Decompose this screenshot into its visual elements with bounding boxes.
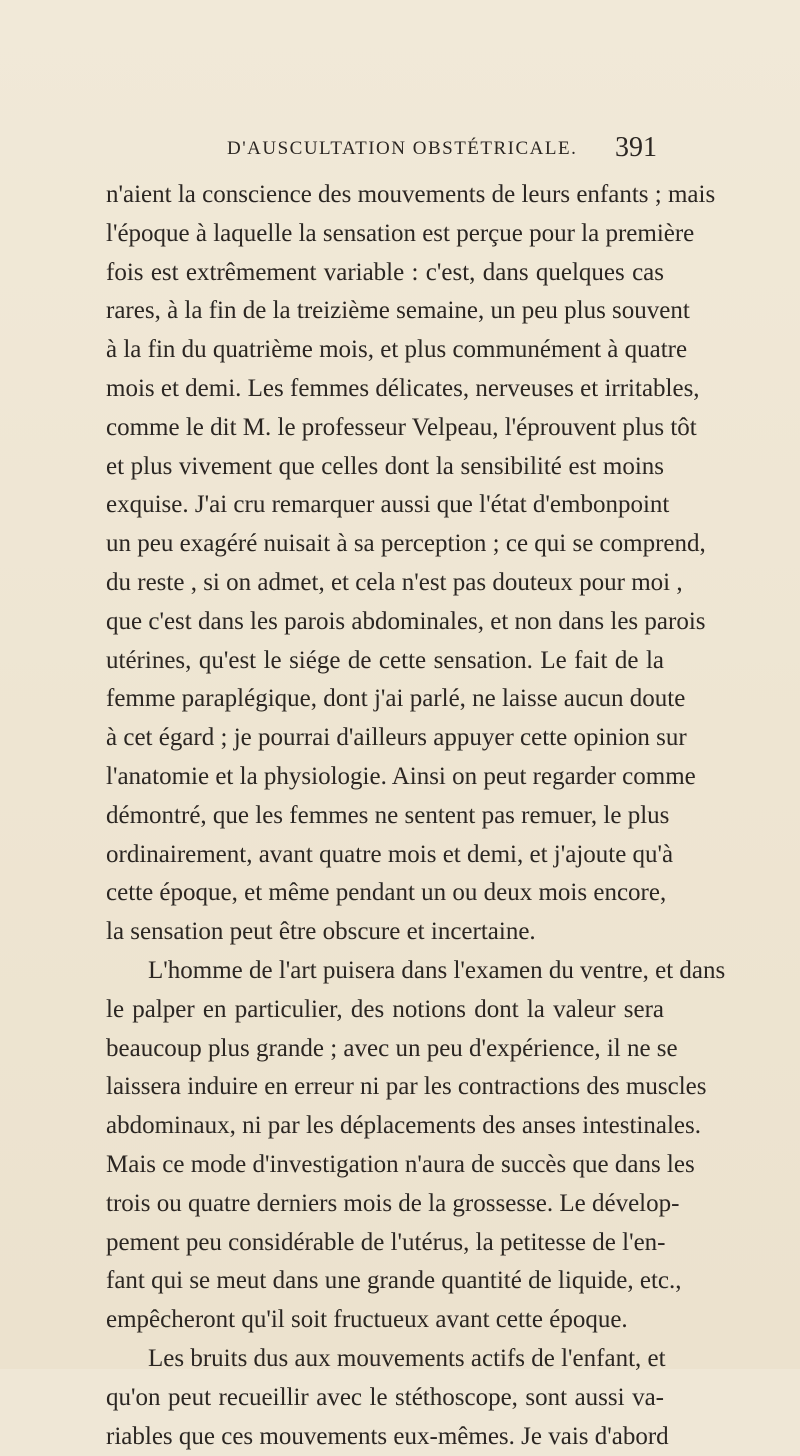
text-line: un peu exagéré nuisait à sa perception ; ce qui se comprend,	[106, 525, 664, 564]
text-line: qu'on peut recueillir avec le stéthoscope, sont aussi va-	[106, 1379, 664, 1418]
text-line: laissera induire en erreur ni par les contractions des muscles	[106, 1068, 664, 1107]
text-line: abdominaux, ni par les déplacements des anses intestinales.	[106, 1107, 664, 1146]
text-line: fois est extrêmement variable : c'est, dans quelques cas	[106, 254, 664, 293]
text-line: et plus vivement que celles dont la sensibilité est moins	[106, 448, 664, 487]
text-line: rares, à la fin de la treizième semaine, un peu plus souvent	[106, 292, 664, 331]
text-line: à cet égard ; je pourrai d'ailleurs appuyer cette opinion sur	[106, 719, 664, 758]
text-line: mois et demi. Les femmes délicates, nerveuses et irritables,	[106, 370, 664, 409]
text-line: l'époque à laquelle la sensation est perçue pour la première	[106, 215, 664, 254]
page-number: 391	[615, 132, 657, 164]
text-line: femme paraplégique, dont j'ai parlé, ne laisse aucun doute	[106, 680, 664, 719]
text-line: riables que ces mouvements eux-mêmes. Je vais d'abord	[106, 1418, 664, 1456]
text-line: du reste , si on admet, et cela n'est pas douteux pour moi ,	[106, 564, 664, 603]
text-line: cette époque, et même pendant un ou deux mois encore,	[106, 874, 664, 913]
text-line: pement peu considérable de l'utérus, la petitesse de l'en-	[106, 1224, 664, 1263]
text-line: l'anatomie et la physiologie. Ainsi on peut regarder comme	[106, 758, 664, 797]
text-line: le palper en particulier, des notions dont la valeur sera	[106, 991, 664, 1030]
paragraph-end-line: la sensation peut être obscure et incertaine.	[106, 913, 664, 952]
text-line: n'aient la conscience des mouvements de leurs enfants ; mais	[106, 176, 664, 215]
text-line: démontré, que les femmes ne sentent pas remuer, le plus	[106, 797, 664, 836]
text-line: comme le dit M. le professeur Velpeau, l'éprouvent plus tôt	[106, 409, 664, 448]
paragraph-start-line: Les bruits dus aux mouvements actifs de l'enfant, et	[106, 1340, 664, 1379]
body-text	[106, 176, 664, 1456]
text-line: à la fin du quatrième mois, et plus communément à quatre	[106, 331, 664, 370]
page-header	[227, 138, 657, 168]
text-line: exquise. J'ai cru remarquer aussi que l'état d'embonpoint	[106, 486, 664, 525]
text-line: utérines, qu'est le siége de cette sensation. Le fait de la	[106, 642, 664, 681]
paragraph-start-line: L'homme de l'art puisera dans l'examen du ventre, et dans	[106, 952, 664, 991]
text-line: ordinairement, avant quatre mois et demi, et j'ajoute qu'à	[106, 836, 664, 875]
text-line: trois ou quatre derniers mois de la grossesse. Le dévelop-	[106, 1185, 664, 1224]
text-line: beaucoup plus grande ; avec un peu d'expérience, il ne se	[106, 1030, 664, 1069]
text-line: Mais ce mode d'investigation n'aura de succès que dans les	[106, 1146, 664, 1185]
running-head: D'AUSCULTATION OBSTÉTRICALE.	[227, 138, 577, 160]
paragraph-end-line: empêcheront qu'il soit fructueux avant cette époque.	[106, 1301, 664, 1340]
text-line: que c'est dans les parois abdominales, et non dans les parois	[106, 603, 664, 642]
text-line: fant qui se meut dans une grande quantité de liquide, etc.,	[106, 1262, 664, 1301]
